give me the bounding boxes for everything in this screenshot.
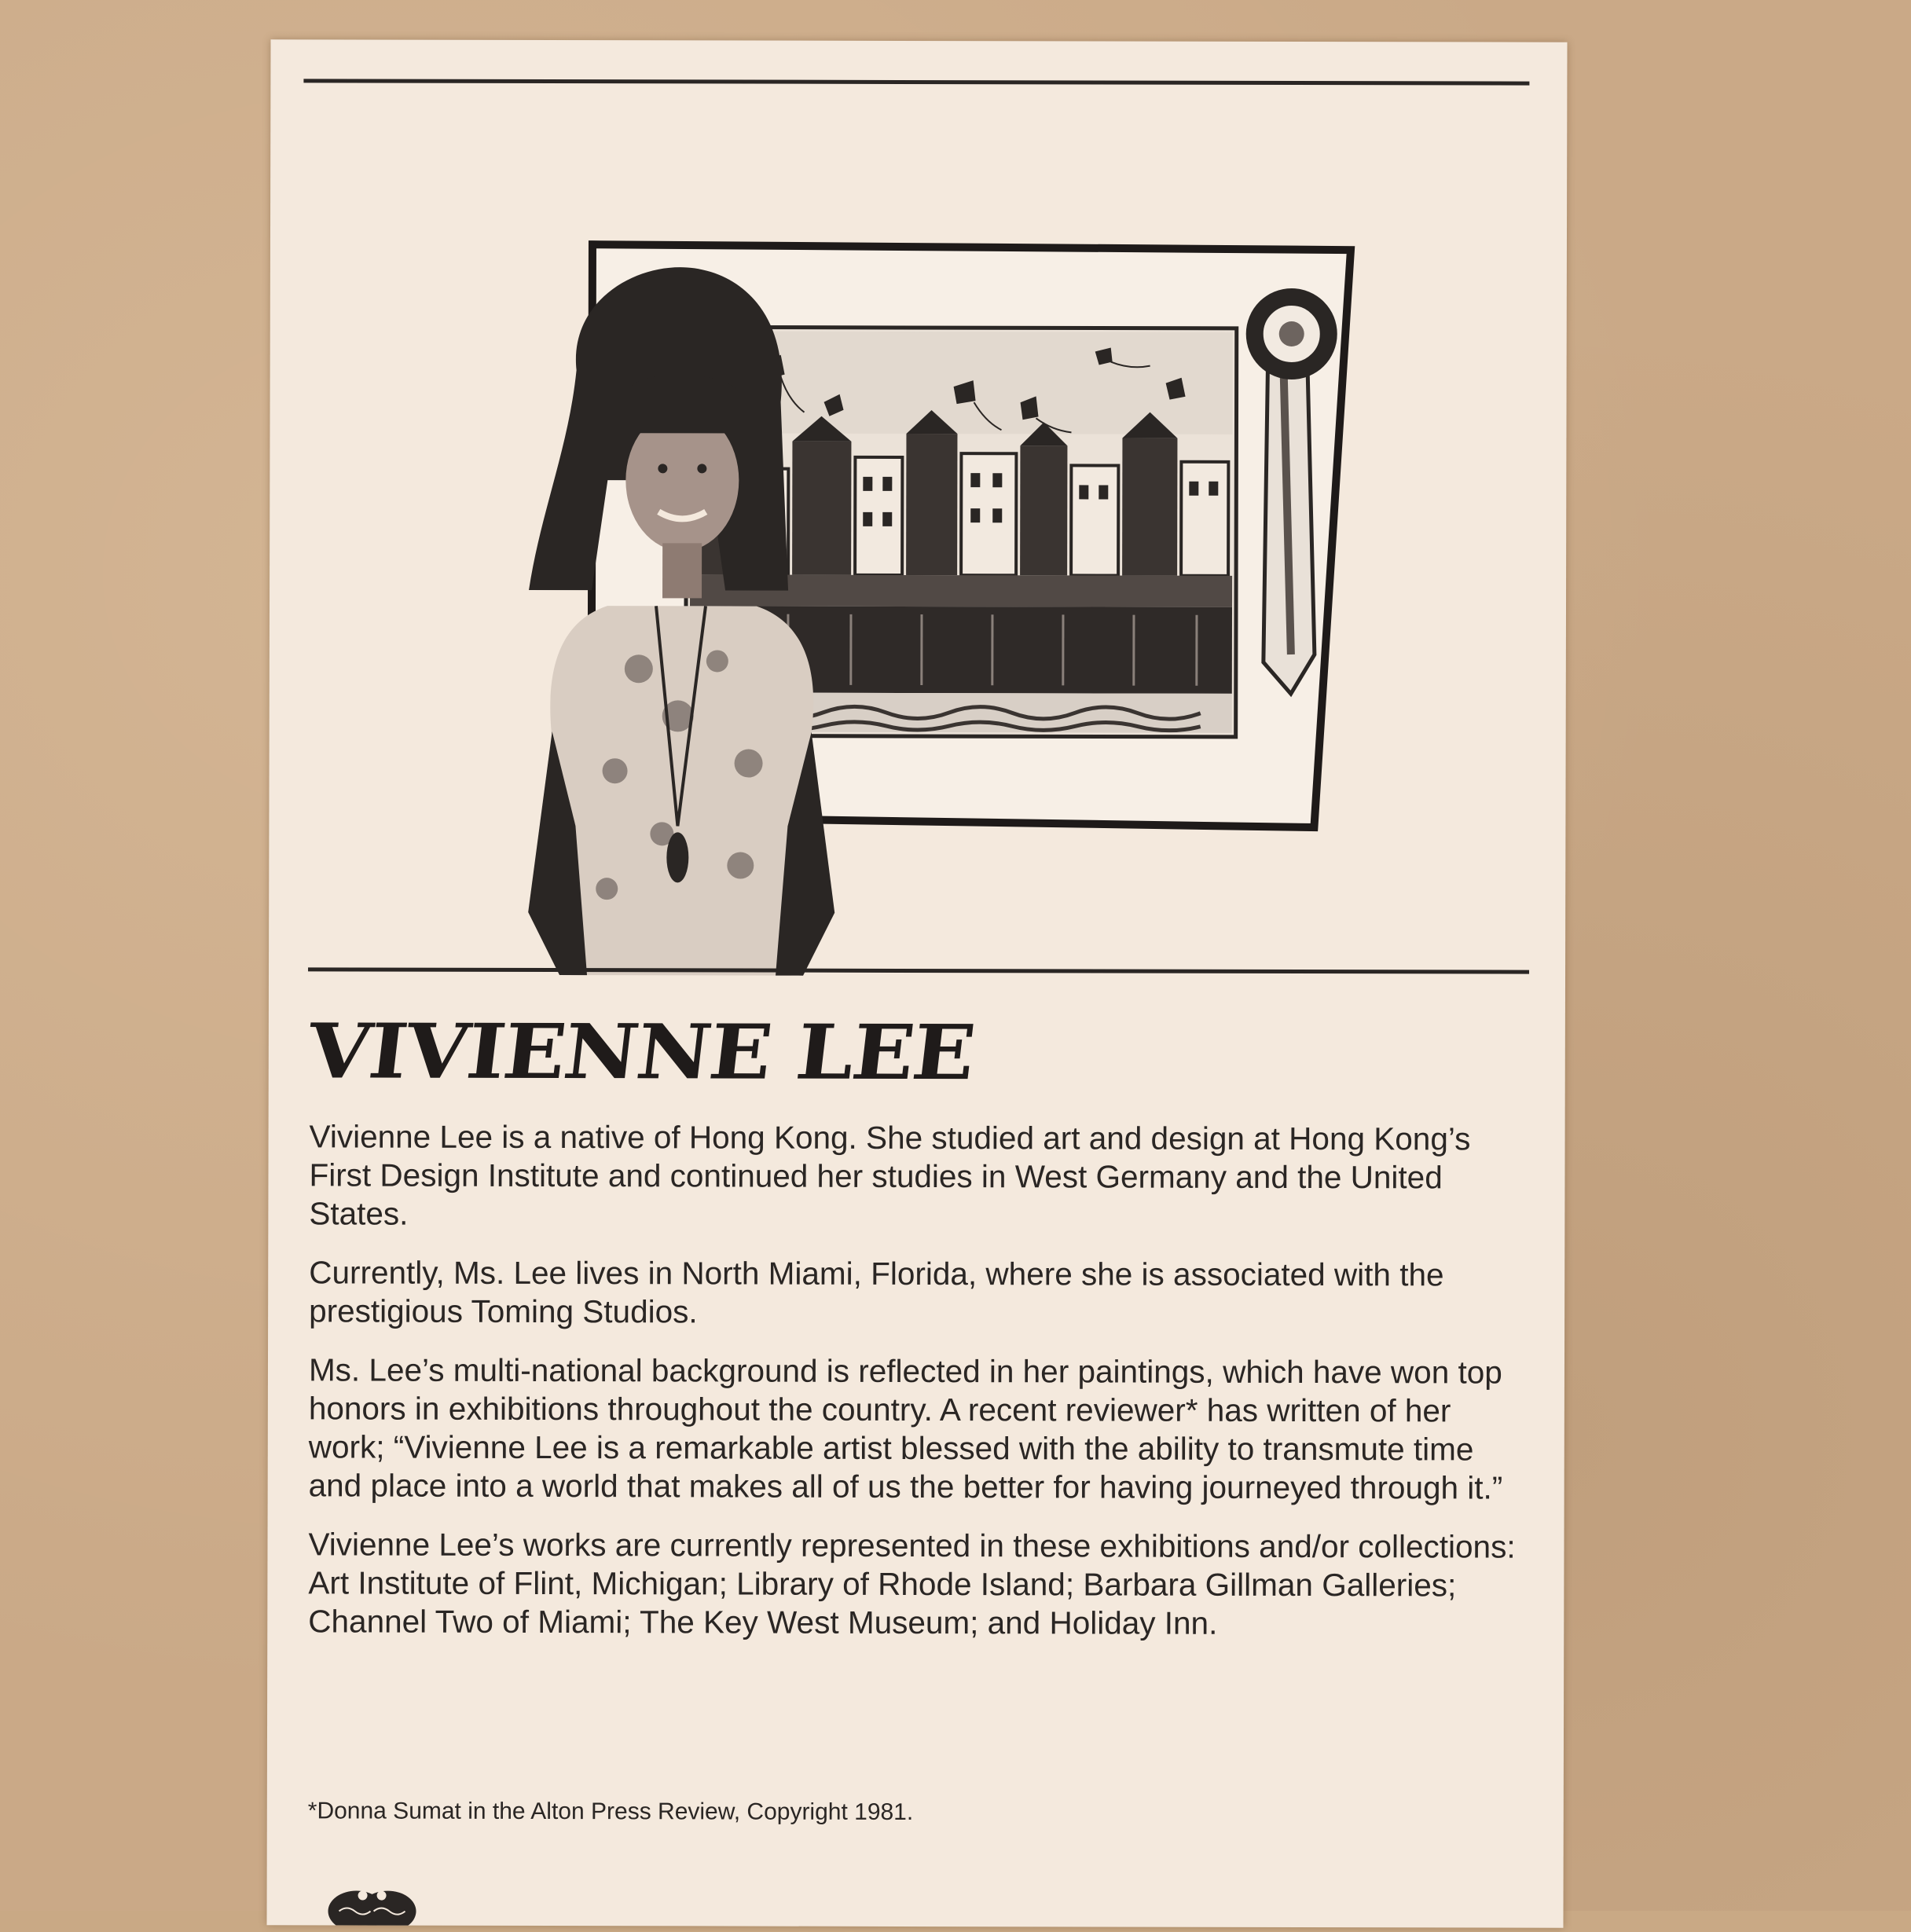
paragraph: Ms. Lee’s multi-national background is reflected in her paintings, which have won top honors in exhibitions throughout the country. A recent reviewer* has written of her work; “Vivienne Lee is a remarkable artist blessed with the ability to transmute time and place into a world that makes all of us the better for having journeyed through it.”: [309, 1351, 1535, 1507]
paragraph: Vivienne Lee is a native of Hong Kong. She studied art and design at Hong Kong’s First Design Institute and continued her studies in West Germany and the United States.: [309, 1117, 1535, 1235]
biography-text: [308, 1117, 1535, 1663]
fish-logo-icon: [325, 1876, 419, 1929]
paragraph: Vivienne Lee’s works are currently represented in these exhibitions and/or collections: Art Institute of Flint, Michigan; Library of Rhode Island; Barbara Gillman Galleries; Channel Two of Miami; The Key West Museum; and Holiday Inn.: [308, 1525, 1534, 1643]
page-title: VIVIENNE LEE: [303, 1014, 978, 1091]
footnote: *Donna Sumat in the Alton Press Review, Copyright 1981.: [308, 1798, 1487, 1827]
biography-sheet: [266, 39, 1567, 1927]
paragraph: Currently, Ms. Lee lives in North Miami, Florida, where she is associated with the prestigious Toming Studios.: [309, 1253, 1535, 1333]
illustration: [269, 39, 1568, 984]
